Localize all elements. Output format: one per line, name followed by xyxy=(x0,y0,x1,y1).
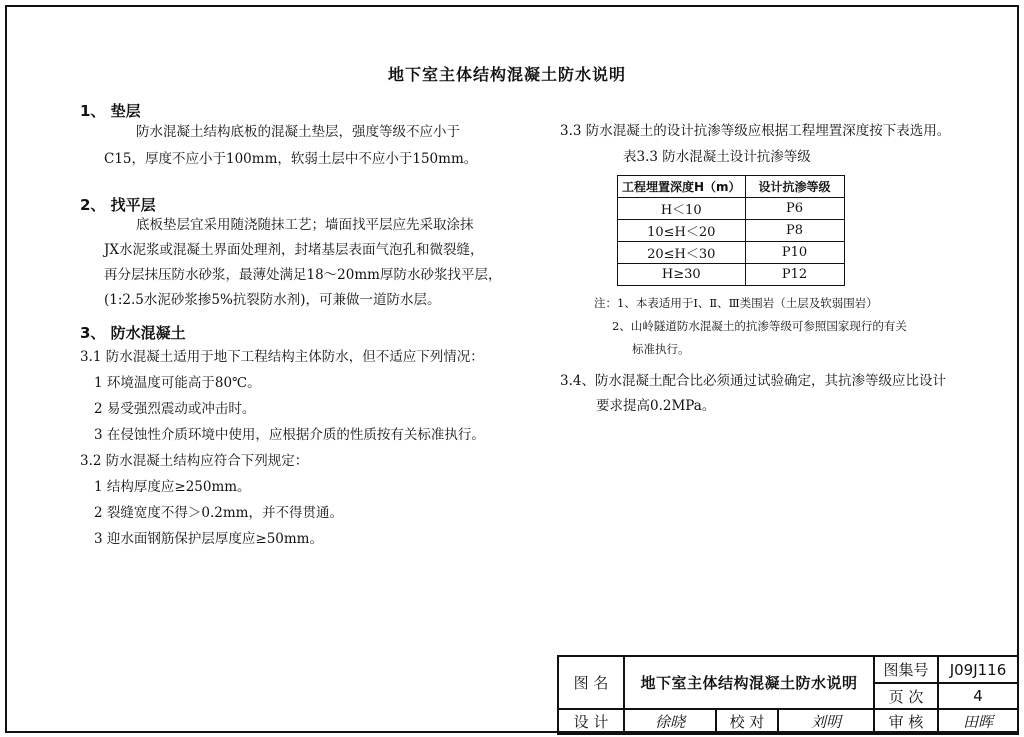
check-label: 校 对 xyxy=(716,709,778,734)
table-header-depth: 工程埋置深度H（m） xyxy=(618,176,746,198)
table-row xyxy=(618,264,845,286)
table-cell-depth: H≥30 xyxy=(618,264,746,286)
drawing-name-label: 图 名 xyxy=(558,656,624,709)
table-caption: 表3.3 防水混凝土设计抗渗等级 xyxy=(623,149,811,165)
table-row xyxy=(618,198,845,220)
section-2-line-1: 底板垫层宜采用随浇随抹工艺；墙面找平层应先采取涂抹 xyxy=(136,217,474,233)
section-3-1-item-1: 1 环境温度可能高于80℃。 xyxy=(94,375,261,391)
title-block xyxy=(557,655,1019,733)
table-cell-depth: H＜10 xyxy=(618,198,746,220)
section-1-heading: 1、 垫层 xyxy=(80,102,141,120)
design-label: 设 计 xyxy=(558,709,624,734)
table-cell-grade: P12 xyxy=(745,264,844,286)
impermeability-table xyxy=(617,175,845,286)
table-cell-grade: P8 xyxy=(745,220,844,242)
drawing-frame xyxy=(5,5,1019,733)
section-3-heading: 3、 防水混凝土 xyxy=(80,324,186,342)
review-signature: 田晖 xyxy=(938,709,1018,734)
table-cell-grade: P6 xyxy=(745,198,844,220)
section-2-line-4: (1:2.5水泥砂浆掺5%抗裂防水剂)，可兼做一道防水层。 xyxy=(104,292,441,308)
atlas-number-value: J09J116 xyxy=(938,656,1018,683)
section-2-heading: 2、 找平层 xyxy=(80,196,156,214)
section-3-2-item-3: 3 迎水面钢筋保护层厚度应≥50mm。 xyxy=(94,531,323,547)
atlas-number-label: 图集号 xyxy=(874,656,938,683)
page-title: 地下室主体结构混凝土防水说明 xyxy=(387,65,626,84)
section-3-2: 3.2 防水混凝土结构应符合下列规定： xyxy=(80,453,309,469)
table-header-grade: 设计抗渗等级 xyxy=(745,176,844,198)
page-number-value: 4 xyxy=(938,683,1018,709)
check-signature: 刘明 xyxy=(778,709,874,734)
page-number-label: 页 次 xyxy=(874,683,938,709)
section-1-line-1: 防水混凝土结构底板的混凝土垫层，强度等级不应小于 xyxy=(136,124,460,140)
section-3-2-item-1: 1 结构厚度应≥250mm。 xyxy=(94,479,251,495)
table-cell-depth: 20≤H＜30 xyxy=(618,242,746,264)
table-cell-grade: P10 xyxy=(745,242,844,264)
section-1-line-2: C15，厚度不应小于100mm，软弱土层中不应小于150mm。 xyxy=(104,151,478,167)
table-note-3: 标准执行。 xyxy=(632,342,690,356)
table-header-row xyxy=(618,176,845,198)
table-row xyxy=(618,220,845,242)
section-2-line-3: 再分层抹压防水砂浆，最薄处满足18～20mm厚防水砂浆找平层， xyxy=(104,267,502,283)
section-3-1-item-3: 3 在侵蚀性介质环境中使用，应根据介质的性质按有关标准执行。 xyxy=(94,427,485,443)
section-3-3: 3.3 防水混凝土的设计抗渗等级应根据工程埋置深度按下表选用。 xyxy=(560,123,951,139)
table-note-2: 2、山岭隧道防水混凝土的抗渗等级可参照国家现行的有关 xyxy=(612,319,907,333)
table-cell-depth: 10≤H＜20 xyxy=(618,220,746,242)
section-2-line-2: JX水泥浆或混凝土界面处理剂，封堵基层表面气泡孔和微裂缝， xyxy=(104,242,484,258)
section-3-1: 3.1 防水混凝土适用于地下工程结构主体防水，但不适应下列情况： xyxy=(80,349,484,365)
table-row xyxy=(618,242,845,264)
section-3-2-item-2: 2 裂缝宽度不得＞0.2mm，并不得贯通。 xyxy=(94,505,343,521)
section-3-4-line-2: 要求提高0.2MPa。 xyxy=(596,398,716,414)
section-3-1-item-2: 2 易受强烈震动或冲击时。 xyxy=(94,401,256,417)
drawing-name-value: 地下室主体结构混凝土防水说明 xyxy=(624,656,874,709)
design-signature: 徐晓 xyxy=(624,709,716,734)
section-3-4-line-1: 3.4、防水混凝土配合比必须通过试验确定，其抗渗等级应比设计 xyxy=(560,373,946,389)
table-note-1: 注：1、本表适用于Ⅰ、Ⅱ、Ⅲ类围岩（土层及软弱围岩） xyxy=(594,296,878,310)
review-label: 审 核 xyxy=(874,709,938,734)
